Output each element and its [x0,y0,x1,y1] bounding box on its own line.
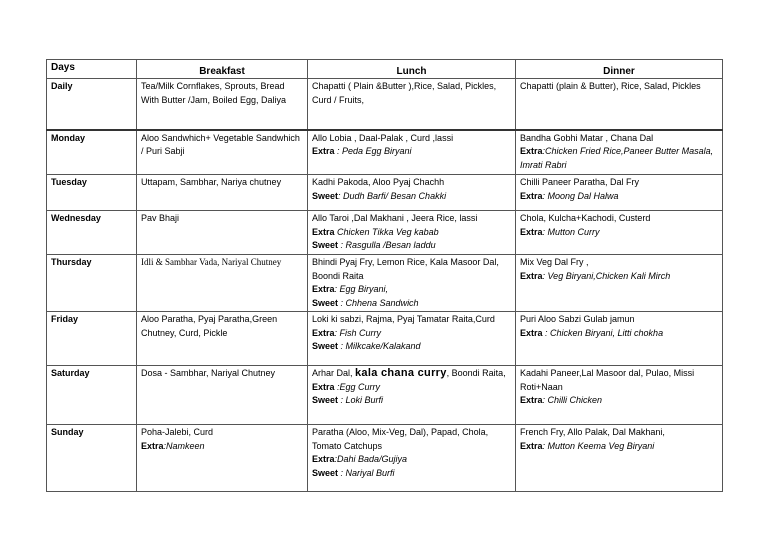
row-tuesday [47,175,723,211]
wednesday-lunch-sweet-line [312,239,511,253]
friday-lunch-main: Loki ki sabzi, Rajma, Pyaj Tamatar Raita,Curd [312,314,495,324]
wednesday-lunch [308,211,516,255]
header-days: Days [47,60,137,79]
wednesday-breakfast: Pav Bhaji [137,211,308,255]
saturday-dinner-main: Kadahi Paneer,Lal Masoor dal, Pulao, Missi Roti+Naan [520,368,695,392]
extra-label: Extra [141,440,164,451]
sunday-dinner-extra-line [520,440,718,454]
mess-menu-table [46,59,723,492]
header-row [47,60,723,79]
friday-lunch-extra-line [312,327,511,341]
thursday-dinner-extra: : Veg Biryani,Chicken Kali Mirch [542,270,671,281]
saturday-lunch-highlight: kala chana curry [355,367,447,379]
row-monday [47,130,723,175]
monday-dinner-extra: :Chicken Fried Rice,Paneer Butter Masala, Imrati Rabri [520,146,714,170]
wednesday-lunch-extra: Chicken Tikka Veg kabab [334,226,439,237]
row-saturday [47,366,723,425]
tuesday-lunch [308,175,516,211]
sunday-lunch-sweet: : Nariyal Burfi [338,467,395,478]
header-breakfast: Breakfast [137,60,308,79]
monday-lunch-extra: : Peda Egg Biryani [334,146,412,156]
monday-lunch-extra-line [312,145,511,159]
thursday-lunch-extra: : Egg Biryani, [334,284,389,294]
row-sunday [47,425,723,492]
saturday-dinner [516,366,723,425]
extra-label: Extra [312,327,335,338]
saturday-lunch-extra: :Egg Curry [334,381,381,392]
monday-lunch-main: Allo Lobia , Daal-Palak , Curd ,lassi [312,132,454,143]
day-thursday: Thursday [47,255,137,312]
sunday-breakfast-main: Poha-Jalebi, Curd [141,427,214,437]
extra-label: Extra [312,454,335,464]
sunday-lunch-extra-line [312,453,511,467]
wednesday-dinner-main: Chola, Kulcha+Kachodi, Custerd [520,213,651,223]
sunday-breakfast [137,425,308,492]
extra-label: Extra [520,270,543,281]
day-tuesday: Tuesday [47,175,137,211]
extra-label: Extra [520,440,543,451]
friday-dinner-extra-line [520,327,718,341]
extra-label: Extra [520,327,543,338]
extra-label: Extra [520,395,543,405]
wednesday-dinner [516,211,723,255]
tuesday-lunch-main: Kadhi Pakoda, Aloo Pyaj Chachh [312,177,445,187]
extra-label: Extra [520,226,543,237]
sunday-breakfast-extra: :Namkeen [163,440,205,451]
thursday-dinner-extra-line [520,270,718,284]
tuesday-dinner-extra: : Moong Dal Halwa [542,190,619,201]
sunday-breakfast-extra-line [141,440,303,454]
extra-label: Extra [312,146,335,156]
tuesday-dinner-extra-line [520,190,718,204]
thursday-lunch-sweet-line [312,297,511,311]
extra-label: Extra [312,284,335,294]
monday-breakfast: Aloo Sandwhich+ Vegetable Sandwhich / Puri Sabji [137,130,308,175]
wednesday-lunch-sweet: : Rasgulla /Besan laddu [338,240,436,250]
sunday-lunch-extra: :Dahi Bada/Gujiya [334,454,408,464]
thursday-lunch-sweet: : Chhena Sandwich [338,297,419,308]
saturday-dinner-extra-line [520,394,718,408]
thursday-lunch [308,255,516,312]
day-daily: Daily [47,79,137,130]
saturday-lunch-post: , Boondi Raita, [446,368,506,378]
saturday-lunch-pre: Arhar Dal, [312,368,356,378]
extra-label: Extra [520,146,543,156]
sunday-dinner-extra: : Mutton Keema Veg Biryani [542,440,655,451]
friday-lunch-extra: : Fish Curry [334,327,382,338]
monday-dinner-extra-line [520,145,718,172]
saturday-lunch-sweet: : Loki Burfi [338,395,384,405]
tuesday-lunch-sweet-line [312,190,511,204]
daily-lunch: Chapatti ( Plain &Butter ),Rice, Salad, Pickles, Curd / Fruits, [308,79,516,130]
monday-lunch [308,130,516,175]
extra-label: Extra [520,190,543,201]
sunday-lunch [308,425,516,492]
sunday-dinner [516,425,723,492]
friday-lunch-sweet-line [312,340,511,354]
day-saturday: Saturday [47,366,137,425]
tuesday-breakfast: Uttapam, Sambhar, Nariya chutney [137,175,308,211]
thursday-dinner-main: Mix Veg Dal Fry , [520,257,589,267]
friday-dinner-extra: : Chicken Biryani, Litti chokha [542,327,664,338]
row-daily [47,79,723,130]
day-friday: Friday [47,312,137,366]
sweet-label: Sweet [312,297,339,308]
sweet-label: Sweet [312,395,339,405]
daily-breakfast: Tea/Milk Cornflakes, Sprouts, Bread With Butter /Jam, Boiled Egg, Daliya [137,79,308,130]
thursday-breakfast: Idli & Sambhar Vada, Nariyal Chutney [137,255,308,312]
saturday-dinner-extra: : Chilli Chicken [542,395,603,405]
day-monday: Monday [47,130,137,175]
wednesday-lunch-main: Allo Taroi ,Dal Makhani , Jeera Rice, lassi [312,213,478,223]
monday-dinner-main: Bandha Gobhi Matar , Chana Dal [520,132,654,143]
sweet-label: Sweet [312,467,339,478]
wednesday-lunch-extra-line [312,226,511,240]
friday-lunch-sweet: : Milkcake/Kalakand [338,341,421,351]
row-thursday [47,255,723,312]
wednesday-dinner-extra: : Mutton Curry [542,226,600,237]
row-wednesday [47,211,723,255]
tuesday-dinner-main: Chilli Paneer Paratha, Dal Fry [520,177,640,187]
saturday-lunch-main [312,367,511,394]
saturday-lunch [308,366,516,425]
saturday-breakfast: Dosa - Sambhar, Nariyal Chutney [137,366,308,425]
daily-dinner: Chapatti (plain & Butter), Rice, Salad, Pickles [516,79,723,130]
sweet-label: Sweet [312,240,339,250]
extra-label: Extra [312,381,335,392]
sweet-label: Sweet [312,190,339,201]
sweet-label: Sweet [312,341,339,351]
monday-dinner [516,130,723,175]
header-dinner: Dinner [516,60,723,79]
thursday-lunch-main: Bhindi Pyaj Fry, Lemon Rice, Kala Masoor Dal, Boondi Raita [312,257,499,281]
sunday-lunch-main: Paratha (Aloo, Mix-Veg, Dal), Papad, Chola, Tomato Catchups [312,427,489,451]
sunday-lunch-sweet-line [312,467,511,481]
thursday-dinner [516,255,723,312]
extra-label: Extra [312,226,335,237]
tuesday-lunch-sweet: : Dudh Barfi/ Besan Chakki [338,190,447,201]
friday-lunch [308,312,516,366]
day-sunday: Sunday [47,425,137,492]
thursday-lunch-extra-line [312,283,511,297]
saturday-lunch-sweet-line [312,394,511,408]
day-wednesday: Wednesday [47,211,137,255]
wednesday-dinner-extra-line [520,226,718,240]
row-friday [47,312,723,366]
friday-breakfast: Aloo Paratha, Pyaj Paratha,Green Chutney, Curd, Pickle [137,312,308,366]
header-lunch: Lunch [308,60,516,79]
friday-dinner-main: Puri Aloo Sabzi Gulab jamun [520,314,635,324]
sunday-dinner-main: French Fry, Allo Palak, Dal Makhani, [520,427,665,437]
friday-dinner [516,312,723,366]
tuesday-dinner [516,175,723,211]
